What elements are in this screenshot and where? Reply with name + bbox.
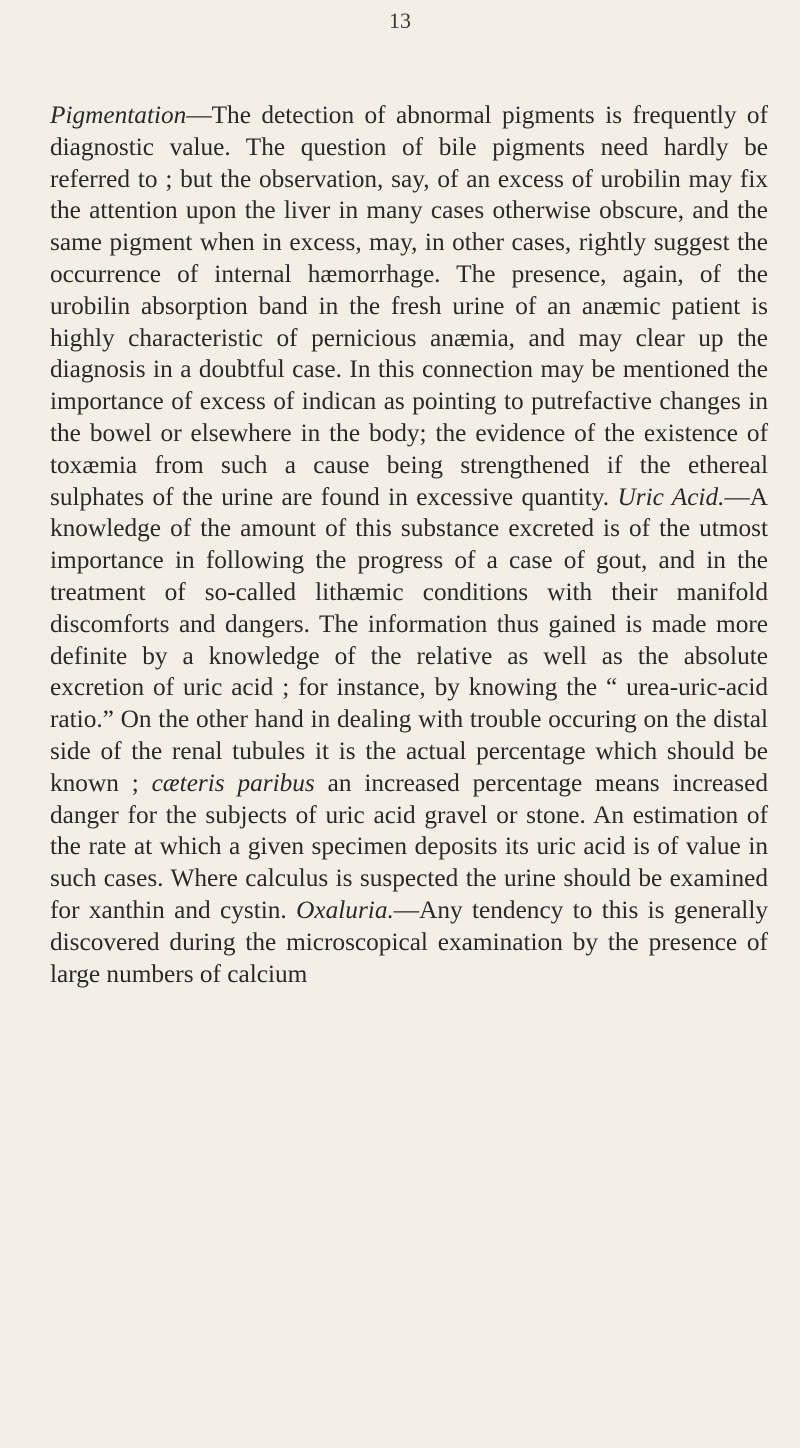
body-paragraph	[50, 100, 768, 990]
page-number: 13	[389, 8, 411, 33]
uric-acid-heading: Uric Acid.	[617, 482, 725, 511]
pigmentation-text: —The detection of abnormal pigments is frequently of diagnostic value. The question of bile pigments need hardly be referred to ; but the observation, say, of an excess of urobilin may fix the attention upon the liver in many cases otherwise obscure, and the same pigment when in excess, may, in other cases, rightly suggest the occurrence of internal hæmorrhage. The presence, again, of the urobilin absorption band in the fresh urine of an anæmic patient is highly characteristic of pernicious anæmia, and may clear up the diagnosis in a doubtful case. In this connection may be mentioned the importance of excess of indican as pointing to putrefactive changes in the bowel or elsewhere in the body; the evidence of the existence of toxæmia from such a cause being strengthened if the ethereal sulphates of the urine are found in excessive quantity.	[50, 101, 768, 511]
uric-acid-text-part-1: —A knowledge of the amount of this substance excreted is of the utmost importance in following the progress of a case of gout, and in the treatment of so-called lithæmic conditions with their manifold discomforts and dangers. The information thus gained is made more definite by a knowledge of the relative as well as the absolute excretion of uric acid ; for instance, by knowing the “ urea-uric-acid ratio.” On the other hand in dealing with trouble occuring on the distal side of the renal tubules it is the actual percentage which should be known ;	[50, 482, 769, 797]
pigmentation-heading: Pigmentation	[50, 101, 187, 129]
oxaluria-heading: Oxaluria.	[296, 895, 394, 924]
oxaluria-text: —Any tendency to this is generally discovered during the microscopical examination by the presence of large numbers of calcium	[50, 895, 769, 988]
uric-acid-text-part-2: an increased percentage means increased danger for the subjects of uric acid gravel or stone. An estimation of the rate at which a given specimen deposits its uric acid is of value in such cases. Where calculus is suspected the urine should be examined for xanthin and cystin.	[50, 768, 768, 924]
latin-phrase: cæteris paribus	[151, 768, 315, 797]
